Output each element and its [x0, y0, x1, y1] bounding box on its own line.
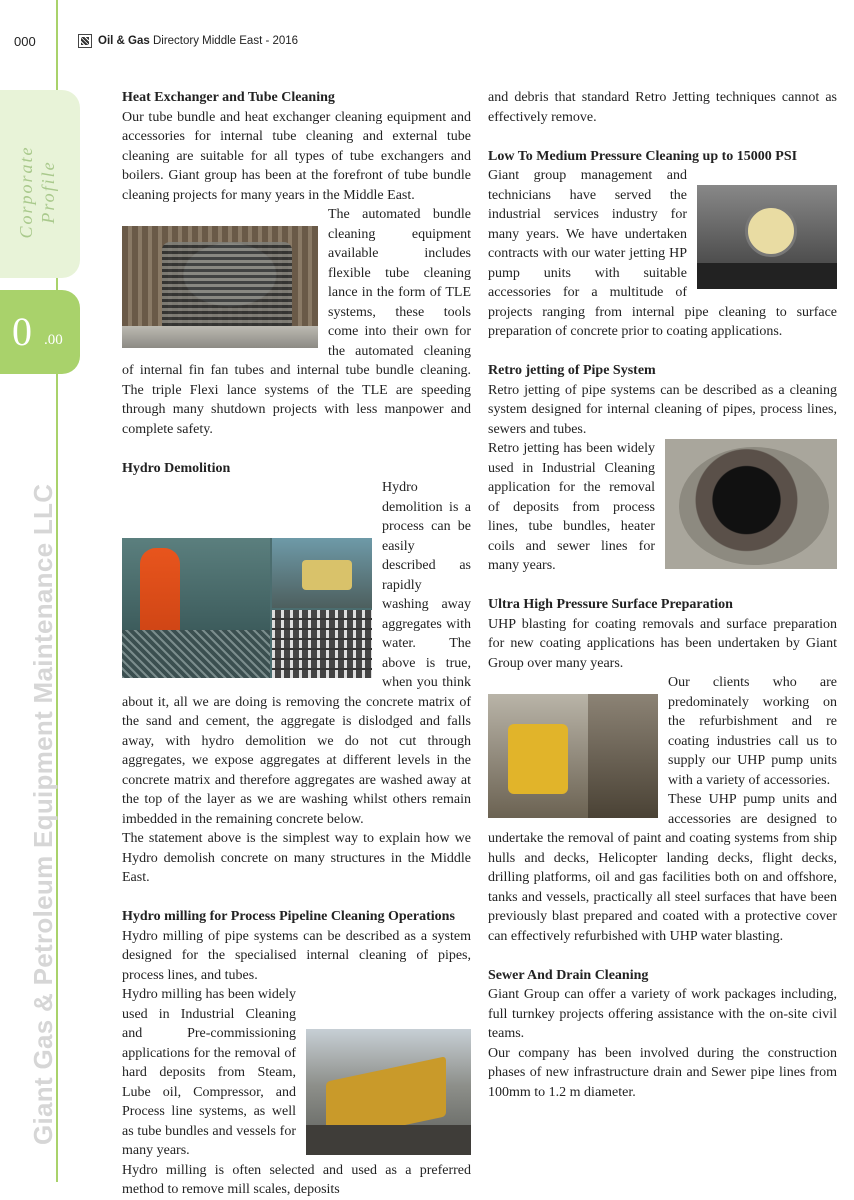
para-retro-jetting-2: Retro jetting has been widely used in Industrial Cleaning application for the removal of deposits from process lines, tube bundles, heater coils and sewer lines for many years. — [488, 441, 655, 573]
para-hydro-demolition-1: Hydro demolition is a process can be easily described as rapidly washing away aggregates with water. The above is true, when you think about it, all we are doing is removing the concrete matrix of the sand and cement, the aggregate is dislodged and falls away, with hydro demolition we do not cut through aggregates, we expose aggregates at different levels in the concrete matrix and therefore aggregates are washed away at the top of the layer as we are washing whilst others remain imbedded in the remaining concrete below. — [122, 480, 471, 827]
para-heat-exchanger-1: Our tube bundle and heat exchanger cleaning equipment and accessories for internal tube cleaning and external tube cleaning are suitable for all types of tube exchangers and boilers. Giant group has been at the forefront of tube bundle cleaning projects for many years in the Middle East. — [122, 109, 471, 203]
uhp-blasting-photo — [488, 694, 658, 818]
section-number-sub: .00 — [44, 332, 63, 348]
para-hydro-milling-2: Hydro milling has been widely used in Industrial Cleaning and Pre-commissioning applications for the removal of hard deposits from Steam, Lube oil, Compressor, and Process line systems, as well as tube bundles and vessels for many years. — [122, 987, 296, 1158]
retro-jetting-pipe-photo — [665, 439, 837, 569]
section-number-tab — [0, 290, 80, 374]
heading-uhp-surface-prep: Ultra High Pressure Surface Preparation — [488, 597, 733, 612]
heading-hydro-milling: Hydro milling for Process Pipeline Cleaning Operations — [122, 909, 455, 924]
publication-name-rest: Directory Middle East - 2016 — [149, 35, 299, 47]
para-retro-jetting-1: Retro jetting of pipe systems can be described as a cleaning system designed for internal cleaning of pipes, process lines, sewers and tubes. — [488, 382, 837, 437]
para-hydro-milling-3: Hydro milling is often selected and used as a preferred method to remove mill scales, deposits — [122, 1162, 471, 1197]
para-retro-continued: and debris that standard Retro Jetting techniques cannot as effectively remove. — [488, 90, 837, 125]
company-name-vertical: Giant Gas & Petroleum Equipment Maintenance LLC — [28, 483, 58, 1145]
para-sewer-drain-2: Our company has been involved during the construction phases of new infrastructure drain and Sewer pipe lines from 100mm to 1.2 m diameter. — [488, 1045, 837, 1100]
section-number: 0 — [12, 309, 32, 354]
publication-header — [78, 34, 298, 48]
directory-logo-icon — [78, 34, 92, 48]
heading-retro-jetting: Retro jetting of Pipe System — [488, 363, 656, 378]
hydro-demolition-worker-image — [122, 538, 270, 678]
publication-name-bold: Oil & Gas — [98, 35, 150, 47]
para-uhp-1: UHP blasting for coating removals and surface preparation for new coating applications has been undertaken by Giant Group over many years. — [488, 616, 837, 671]
para-heat-exchanger-2: The automated bundle cleaning equipment available includes flexible tube cleaning lance in the form of TLE systems, these tools come into their own for the automated cleaning of internal fin fan tubes and internal tube bundle cleaning. The triple Flexi lance systems of the TLE are speeding through many shutdown projects with less manpower and complete safety. — [122, 207, 471, 437]
para-uhp-2: Our clients who are predominately working on the refurbishment and re coating industries call us to supply our UHP pump units with a variety of accessories. — [668, 675, 837, 788]
hydro-demolition-photo — [122, 538, 372, 678]
hp-pump-unit-photo — [697, 185, 837, 289]
para-sewer-drain-1: Giant Group can offer a variety of work packages including, full turnkey projects offering assistance with the on-site civil teams. — [488, 987, 837, 1041]
left-column — [122, 88, 471, 1200]
page-number: 000 — [14, 34, 36, 49]
hydro-demolition-machine-image — [272, 538, 372, 608]
para-hydro-demolition-2: The statement above is the simplest way to explain how we Hydro demolish concrete on many structures in the Middle East. — [122, 831, 471, 885]
heading-low-medium-pressure: Low To Medium Pressure Cleaning up to 15000 PSI — [488, 148, 798, 164]
para-uhp-3: These UHP pump units and accessories are designed to undertake the removal of paint and coating systems from ship hulls and decks, Helicopter landing decks, flight decks, drilling platforms, oil and gas facilities both on and offshore, tanks and vessels, practically all steel surfaces that have been previously blast prepared and coated with a protective cover can effectively refurbished with UHP water blasting. — [488, 792, 837, 944]
para-hydro-milling-1: Hydro milling of pipe systems can be described as a system designed for the specialised internal cleaning of pipes, process lines, and tubes. — [122, 928, 471, 983]
right-column — [488, 88, 837, 1102]
hydro-milling-photo — [306, 1029, 471, 1155]
tab-label-line2: Profile — [38, 160, 58, 224]
heading-hydro-demolition: Hydro Demolition — [122, 460, 231, 476]
tab-label-line1: Corporate — [16, 145, 36, 239]
tube-cleaning-photo — [122, 226, 318, 348]
heading-sewer-drain: Sewer And Drain Cleaning — [488, 967, 649, 983]
section-tab-corporate-profile — [0, 90, 80, 278]
para-low-medium-pressure: Giant group management and technicians have served the industrial services industry for many years. We have undertaken contracts with our water jetting HP pump units with suitable accessories for a multitude of projects ranging from internal pipe cleaning to surface preparation of concrete prior to coating applications. — [488, 168, 837, 339]
hydro-demolition-rebar-image — [272, 610, 372, 678]
heading-heat-exchanger: Heat Exchanger and Tube Cleaning — [122, 90, 335, 105]
